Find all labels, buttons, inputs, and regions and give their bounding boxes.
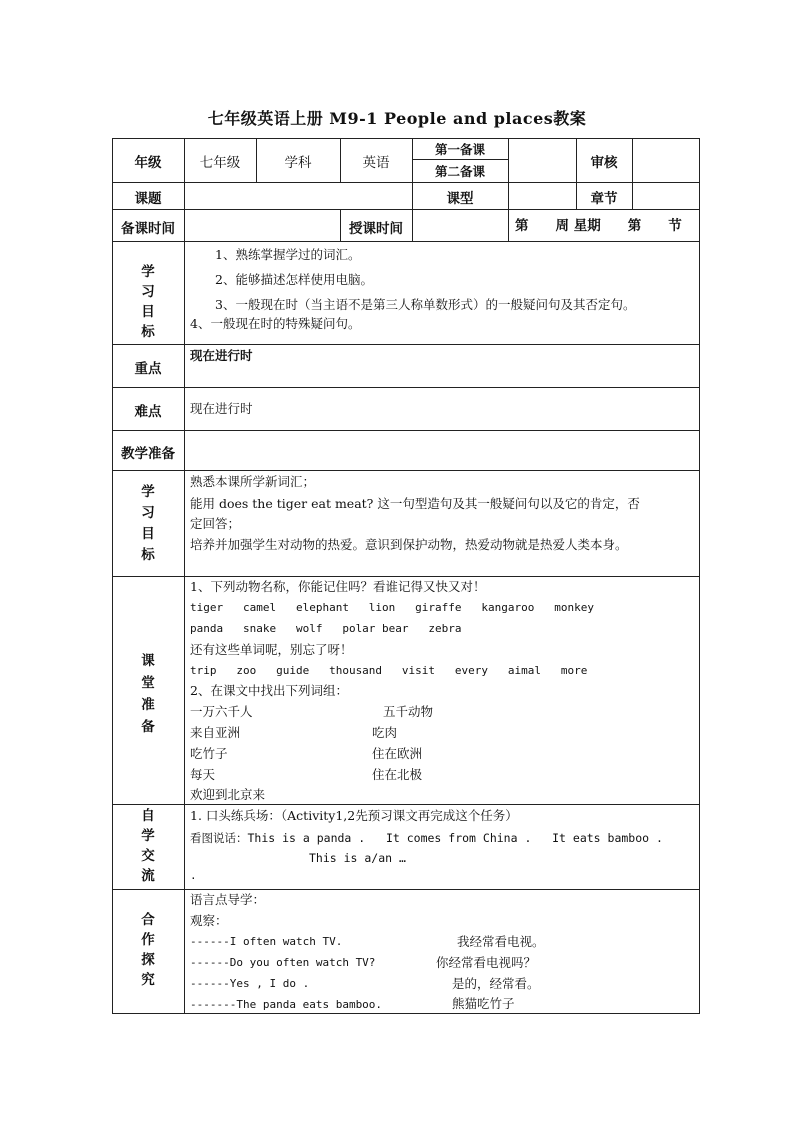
phrase-right: 住在欧洲	[372, 746, 423, 761]
phrase-left: 吃竹子	[190, 746, 228, 761]
example-chinese: 熊猫吃竹子	[452, 996, 515, 1011]
class-prep-line-1: 1、下列动物名称，你能记住吗？看谁记得又快又对！	[190, 579, 486, 594]
self-study-label: 自 学 交 流	[141, 808, 155, 884]
example-english: ------Yes , I do .	[190, 977, 310, 990]
difficulty-label: 难点	[134, 404, 162, 420]
teach-time-label: 授课时间	[349, 221, 403, 237]
class-prep-line-3: 2、在课文中找出下列词组：	[190, 683, 348, 698]
phrase-left: 欢迎到北京来	[190, 787, 266, 802]
cooperation-label: 合 作 探 究	[141, 912, 155, 988]
objective2-line-3: 定回答；	[190, 516, 241, 531]
key-point-label: 重点	[134, 361, 162, 377]
animal-words-2: panda snake wolf polar bear zebra	[190, 622, 462, 635]
objective-line-2: 2、能够描述怎样使用电脑。	[190, 272, 373, 287]
grade-label: 年级	[134, 155, 162, 171]
topic-label: 课题	[134, 191, 162, 207]
self-study-line-4: .	[190, 869, 197, 882]
second-prep-label: 第二备课	[434, 164, 485, 179]
self-study-line-1: 1. 口头练兵场：（Activity1,2先预习课文再完成这个任务）	[190, 808, 518, 823]
phrase-left: 来自亚洲	[190, 725, 241, 740]
teaching-prep-label: 教学准备	[121, 446, 175, 462]
vocab-words: trip zoo guide thousand visit every aimal more	[190, 664, 588, 677]
chapter-label: 章节	[590, 191, 618, 207]
schedule-text: 第 周 星期 第 节	[515, 218, 682, 234]
example-chinese: 你经常看电视吗？	[436, 955, 537, 970]
phrase-right: 住在北极	[372, 767, 423, 782]
first-prep-label: 第一备课	[434, 142, 485, 157]
objectives-label: 学 习 目 标	[141, 264, 155, 340]
phrase-left: 每天	[190, 767, 216, 782]
class-prep-label: 课 堂 准 备	[141, 653, 155, 735]
phrase-left: 一万六千人	[190, 704, 253, 719]
phrase-right: 五千动物	[383, 704, 434, 719]
animal-words-1: tiger camel elephant lion giraffe kangaroo monkey	[190, 601, 594, 614]
example-chinese: 我经常看电视。	[457, 934, 545, 949]
example-english: ------I often watch TV.	[190, 935, 343, 948]
grade-value: 七年级	[199, 155, 241, 171]
objective-line-3: 3、一般现在时（当主语不是第三人称单数形式）的一般疑问句及其否定句。	[190, 297, 636, 312]
objective2-line-2: 能用 does the tiger eat meat? 这一句型造句及其一般疑问句以及它的肯定，否	[190, 496, 640, 511]
key-point-value: 现在进行时	[190, 348, 253, 363]
lesson-type-label: 课型	[446, 191, 474, 207]
objectives-2-label: 学 习 目 标	[141, 484, 155, 563]
subject-value: 英语	[362, 155, 390, 171]
prep-time-label: 备课时间	[121, 221, 175, 237]
example-chinese: 是的，经常看。	[452, 976, 540, 991]
self-study-line-2: 看图说话：This is a panda . It comes from China . It eats bamboo .	[190, 831, 663, 845]
example-english: ------Do you often watch TV?	[190, 956, 376, 969]
cooperation-line-2: 观察：	[190, 913, 228, 928]
objective-line-1: 1、熟练掌握学过的词汇。	[190, 247, 361, 262]
review-label: 审核	[590, 155, 618, 171]
objective-line-4: 4、一般现在时的特殊疑问句。	[190, 316, 361, 331]
phrase-right: 吃肉	[372, 725, 398, 740]
objective2-line-1: 熟悉本课所学新词汇；	[190, 474, 316, 489]
cooperation-line-1: 语言点导学：	[190, 892, 266, 907]
subject-label: 学科	[284, 155, 312, 171]
objective2-line-4: 培养并加强学生对动物的热爱。意识到保护动物，热爱动物就是热爱人类本身。	[190, 537, 628, 552]
difficulty-value: 现在进行时	[190, 401, 253, 416]
class-prep-line-2: 还有这些单词呢，别忘了呀！	[190, 642, 353, 657]
page-title: 七年级英语上册 M9-1 People and places教案	[207, 109, 587, 128]
self-study-line-3: This is a/an …	[309, 851, 406, 865]
example-english: -------The panda eats bamboo.	[190, 998, 383, 1011]
